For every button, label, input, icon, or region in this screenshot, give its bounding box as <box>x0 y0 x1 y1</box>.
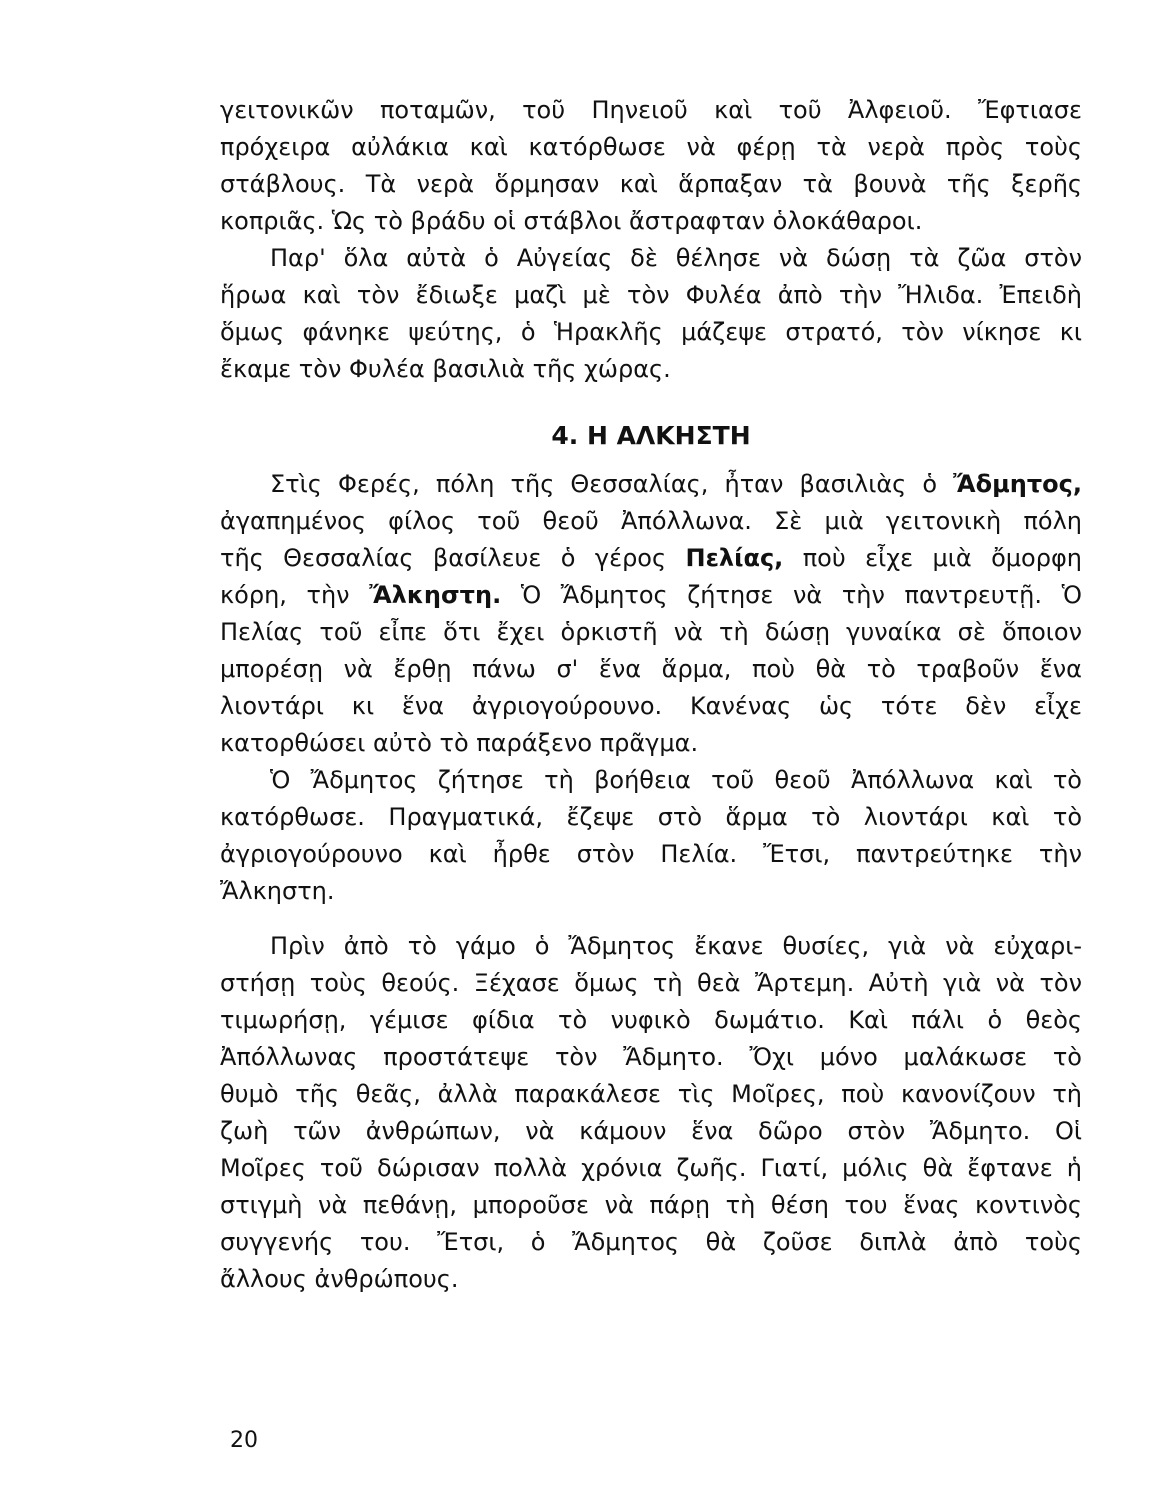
text-line: ἥρωα καὶ τὸν ἔδιωξε μαζὶ μὲ τὸν Φυλέα ἀπὸ τὴν Ἤλιδα. Ἐπειδὴ <box>220 281 1082 309</box>
paragraph-1 <box>220 92 1082 240</box>
text-line <box>220 466 1082 503</box>
paragraph-5 <box>220 928 1082 1298</box>
text-line: Πρὶν ἀπὸ τὸ γάμο ὁ Ἄδμητος ἔκανε θυσίες, γιὰ νὰ εὐχαρι- <box>270 932 1082 960</box>
text-line <box>220 540 1082 577</box>
text-line: κοπριᾶς. Ὡς τὸ βράδυ οἱ στάβλοι ἄστραφταν ὁλοκάθαροι. <box>220 207 923 235</box>
text-line: Ὁ Ἄδμητος ζήτησε τὴ βοήθεια τοῦ θεοῦ Ἀπόλλωνα καὶ τὸ <box>270 766 1082 794</box>
text-segment: ποὺ εἶχε μιὰ ὄμορφη <box>783 544 1083 572</box>
text-line: κατόρθωσε. Πραγματικά, ἔζεψε στὸ ἅρμα τὸ λιοντάρι καὶ τὸ <box>220 803 1082 831</box>
text-line: Παρ' ὅλα αὐτὰ ὁ Αὐγείας δὲ θέλησε νὰ δώσῃ τὰ ζῶα στὸν <box>270 244 1082 272</box>
text-segment: Στὶς Φερές, πόλη τῆς Θεσσαλίας, ἦταν βασιλιὰς ὁ <box>270 470 954 498</box>
text-line: στήσῃ τοὺς θεούς. Ξέχασε ὅμως τὴ θεὰ Ἄρτεμη. Αὐτὴ γιὰ νὰ τὸν <box>220 969 1082 997</box>
text-line: ἀγριογούρουνο καὶ ἦρθε στὸν Πελία. Ἔτσι, παντρεύτηκε τὴν <box>220 840 1082 868</box>
page-body <box>220 92 1082 1298</box>
text-line: συγγενής του. Ἔτσι, ὁ Ἄδμητος θὰ ζοῦσε διπλὰ ἀπὸ τοὺς <box>220 1228 1082 1256</box>
text-line: Μοῖρες τοῦ δώρισαν πολλὰ χρόνια ζωῆς. Γιατί, μόλις θὰ ἔφτανε ἡ <box>220 1154 1082 1182</box>
text-line: πρόχειρα αὐλάκια καὶ κατόρθωσε νὰ φέρῃ τὰ νερὰ πρὸς τοὺς <box>220 133 1082 161</box>
text-line: κατορθώσει αὐτὸ τὸ παράξενο πρᾶγμα. <box>220 729 699 757</box>
paragraph-4 <box>220 762 1082 910</box>
text-line: Ἄλκηστη. <box>220 877 335 905</box>
text-line: τιμωρήσῃ, γέμισε φίδια τὸ νυφικὸ δωμάτιο. Καὶ πάλι ὁ θεὸς <box>220 1006 1082 1034</box>
text-line: ὅμως φάνηκε ψεύτης, ὁ Ἡρακλῆς μάζεψε στρατό, τὸν νίκησε κι <box>220 318 1082 346</box>
text-line: λιοντάρι κι ἕνα ἀγριογούρουνο. Κανένας ὡς τότε δὲν εἶχε <box>220 692 1082 720</box>
text-segment: κόρη, τὴν <box>220 581 370 609</box>
page-number: 20 <box>230 1428 258 1453</box>
text-line: θυμὸ τῆς θεᾶς, ἀλλὰ παρακάλεσε τὶς Μοῖρες, ποὺ κανονίζουν τὴ <box>220 1080 1082 1108</box>
text-line: στάβλους. Τὰ νερὰ ὅρμησαν καὶ ἅρπαξαν τὰ βουνὰ τῆς ξερῆς <box>220 170 1082 198</box>
name-alkestis: Ἄλκηστη. <box>369 581 502 609</box>
text-line: Ἀπόλλωνας προστάτεψε τὸν Ἄδμητο. Ὄχι μόνο μαλάκωσε τὸ <box>220 1043 1082 1071</box>
text-line: Πελίας τοῦ εἶπε ὅτι ἔχει ὁρκιστῆ νὰ τὴ δώσῃ γυναίκα σὲ ὅποιον <box>220 618 1082 646</box>
section-heading: 4. Η ΑΛΚΗΣΤΗ <box>551 421 751 450</box>
paragraph-3 <box>220 466 1082 762</box>
name-pelias: Πελίας, <box>685 544 784 572</box>
text-line: ἄλλους ἀνθρώπους. <box>220 1265 459 1293</box>
text-segment: τῆς Θεσσαλίας βασίλευε ὁ γέρος <box>220 544 686 572</box>
text-line <box>220 577 1082 614</box>
name-admetos: Ἄδμητος, <box>953 470 1082 498</box>
paragraph-spacer <box>220 910 1082 928</box>
text-line: ἔκαμε τὸν Φυλέα βασιλιὰ τῆς χώρας. <box>220 355 671 383</box>
text-line: ἀγαπημένος φίλος τοῦ θεοῦ Ἀπόλλωνα. Σὲ μιὰ γειτονικὴ πόλη <box>220 507 1082 535</box>
text-segment: Ὁ Ἄδμητος ζήτησε νὰ τὴν παντρευτῇ. Ὁ <box>501 581 1082 609</box>
text-line: γειτονικῶν ποταμῶν, τοῦ Πηνειοῦ καὶ τοῦ Ἀλφειοῦ. Ἔφτιασε <box>220 96 1082 124</box>
text-line: μπορέσῃ νὰ ἔρθῃ πάνω σ' ἕνα ἅρμα, ποὺ θὰ τὸ τραβοῦν ἕνα <box>220 655 1082 683</box>
paragraph-2 <box>220 240 1082 388</box>
text-line: ζωὴ τῶν ἀνθρώπων, νὰ κάμουν ἕνα δῶρο στὸν Ἄδμητο. Οἱ <box>220 1117 1082 1145</box>
text-line: στιγμὴ νὰ πεθάνῃ, μποροῦσε νὰ πάρῃ τὴ θέση του ἕνας κοντινὸς <box>220 1191 1082 1219</box>
